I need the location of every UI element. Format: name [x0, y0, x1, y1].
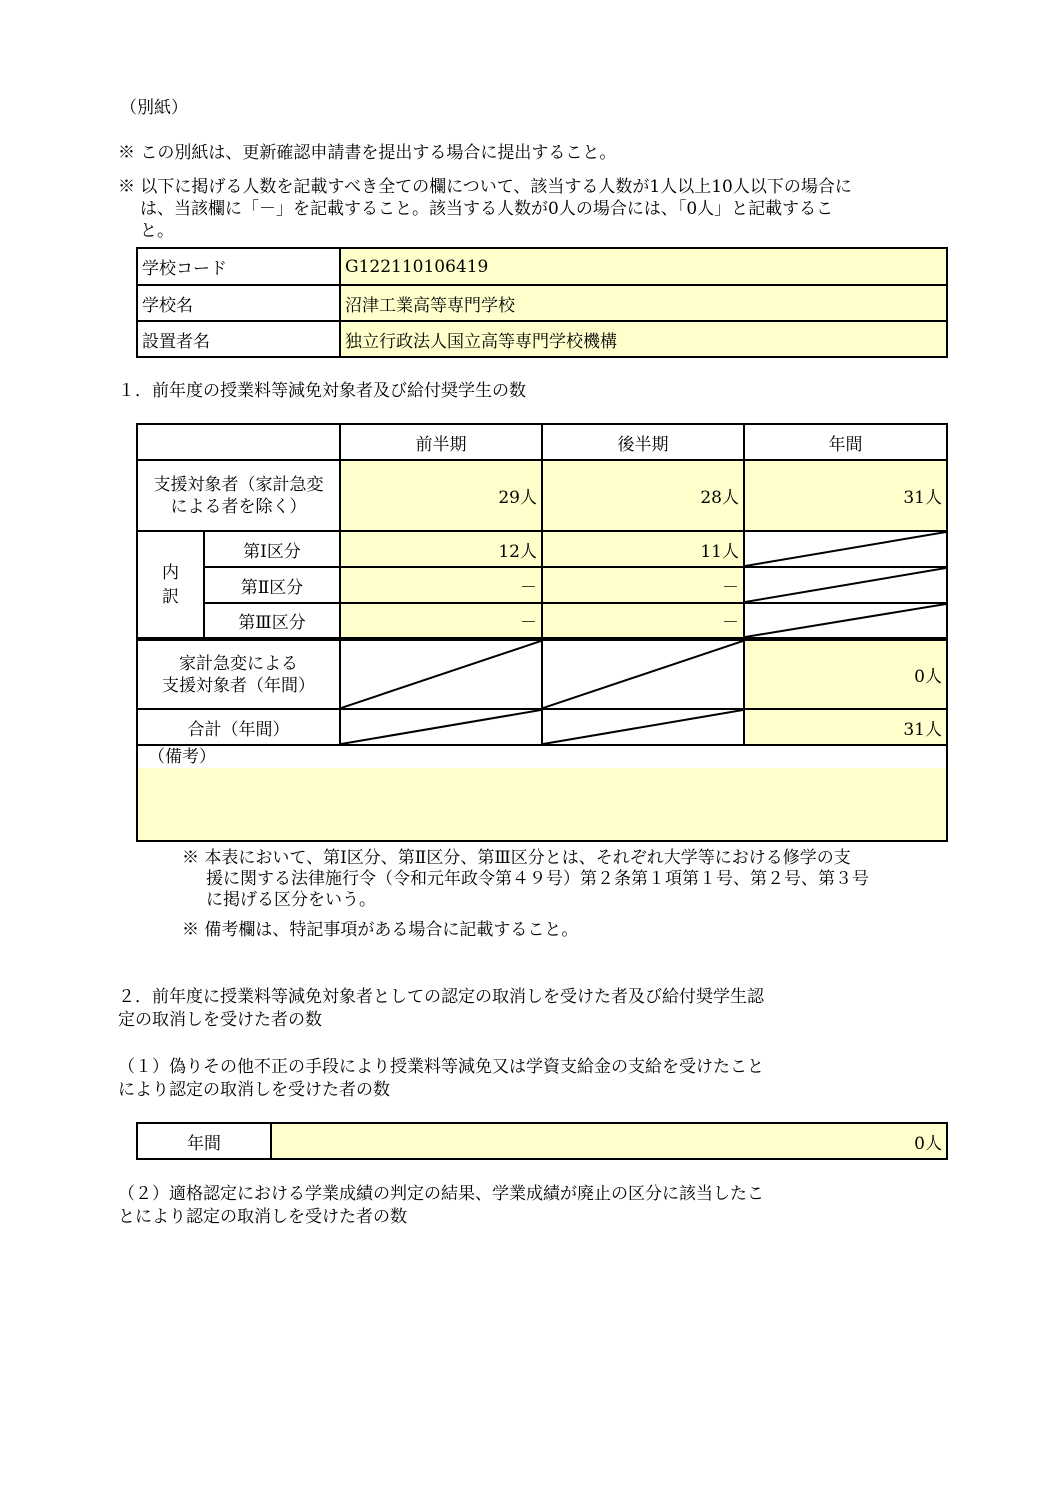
note-count-2: は、当該欄に「－」を記載すること。該当する人数が0人の場合には、「0人」と記載するこ	[140, 199, 834, 219]
category-3-annual-blank	[744, 603, 947, 639]
category-2-second: －	[542, 567, 744, 603]
section2-sub2-2: とにより認定の取消しを受けた者の数	[118, 1207, 407, 1227]
sudden-change-label-line1: 家計急変による	[179, 653, 298, 674]
school-code-row	[137, 248, 947, 285]
sudden-second-blank	[542, 639, 744, 709]
founder-value: 独立行政法人国立高等専門学校機構	[340, 321, 947, 357]
breakdown-label	[137, 531, 204, 639]
header-row	[137, 424, 947, 460]
school-code-value: G122110106419	[340, 248, 947, 285]
breakdown-label-line1: 内	[162, 562, 179, 583]
support-annual-value: 31人	[744, 460, 947, 531]
support-first-value: 29人	[340, 460, 542, 531]
breakdown-row-2	[137, 567, 947, 603]
school-name-value: 沼津工業高等専門学校	[340, 285, 947, 321]
category-1-label: 第Ⅰ区分	[204, 531, 340, 567]
category-1-first: 12人	[340, 531, 542, 567]
note-category-1: ※ 本表において、第Ⅰ区分、第Ⅱ区分、第Ⅲ区分とは、それぞれ大学等における修学の支	[182, 848, 851, 868]
school-name-row	[137, 285, 947, 321]
revocation-fraud-table	[136, 1122, 948, 1160]
support-second-value: 28人	[542, 460, 744, 531]
note-category-3: に掲げる区分をいう。	[206, 890, 376, 910]
category-1-annual-blank	[744, 531, 947, 567]
header-first-half: 前半期	[340, 424, 542, 460]
breakdown-row-1	[137, 531, 947, 567]
support-row	[137, 460, 947, 531]
breakdown-row-3	[137, 603, 947, 639]
category-3-first: －	[340, 603, 542, 639]
sudden-change-label-line2: 支援対象者（年間）	[162, 675, 315, 696]
total-label: 合計（年間）	[137, 709, 340, 745]
category-3-label: 第Ⅲ区分	[204, 603, 340, 639]
note-category-2: 援に関する法律施行令（令和元年政令第４９号）第２条第１項第１号、第２号、第３号	[206, 869, 869, 889]
section2-title-1: ２．前年度に授業料等減免対象者としての認定の取消しを受けた者及び給付奨学生認	[118, 987, 764, 1007]
category-1-second: 11人	[542, 531, 744, 567]
header-second-half: 後半期	[542, 424, 744, 460]
section2-sub2-1: （２）適格認定における学業成績の判定の結果、学業成績が廃止の区分に該当したこ	[118, 1184, 764, 1204]
section2-sub1-2: により認定の取消しを受けた者の数	[118, 1080, 390, 1100]
category-2-label: 第Ⅱ区分	[204, 567, 340, 603]
total-first-blank	[340, 709, 542, 745]
note-count-3: と。	[140, 221, 174, 241]
category-2-first: －	[340, 567, 542, 603]
founder-row	[137, 321, 947, 357]
school-info-table	[136, 247, 948, 358]
header-annual: 年間	[744, 424, 947, 460]
sudden-first-blank	[340, 639, 542, 709]
revocation-fraud-label: 年間	[137, 1123, 271, 1159]
header-blank	[137, 424, 340, 460]
revocation-fraud-row	[137, 1123, 947, 1159]
support-label-line2: による者を除く）	[170, 496, 307, 517]
remarks-field	[138, 768, 946, 840]
note-count-1: ※ 以下に掲げる人数を記載すべき全ての欄について、該当する人数が1人以上10人以下の場合に	[118, 177, 852, 197]
support-label	[137, 460, 340, 531]
revocation-fraud-value: 0人	[271, 1123, 947, 1159]
school-code-label: 学校コード	[137, 248, 340, 285]
section1-title: １．前年度の授業料等減免対象者及び給付奨学生の数	[118, 381, 526, 401]
remarks-cell	[137, 745, 947, 841]
total-annual-value: 31人	[744, 709, 947, 745]
remarks-label: （備考）	[138, 746, 946, 768]
category-2-annual-blank	[744, 567, 947, 603]
note-remarks: ※ 備考欄は、特記事項がある場合に記載すること。	[182, 920, 579, 940]
support-table	[136, 423, 948, 842]
total-second-blank	[542, 709, 744, 745]
note-submit: ※ この別紙は、更新確認申請書を提出する場合に提出すること。	[118, 143, 617, 163]
support-label-line1: 支援対象者（家計急変	[153, 474, 324, 495]
attachment-label: （別紙）	[120, 98, 188, 118]
section2-title-2: 定の取消しを受けた者の数	[118, 1010, 322, 1030]
total-row	[137, 709, 947, 745]
sudden-change-label	[137, 639, 340, 709]
school-name-label: 学校名	[137, 285, 340, 321]
section2-sub1-1: （１）偽りその他不正の手段により授業料等減免又は学資支給金の支給を受けたこと	[118, 1057, 764, 1077]
sudden-annual-value: 0人	[744, 639, 947, 709]
remarks-row	[137, 745, 947, 841]
sudden-change-row	[137, 639, 947, 709]
founder-label: 設置者名	[137, 321, 340, 357]
breakdown-label-line2: 訳	[162, 586, 179, 607]
category-3-second: －	[542, 603, 744, 639]
